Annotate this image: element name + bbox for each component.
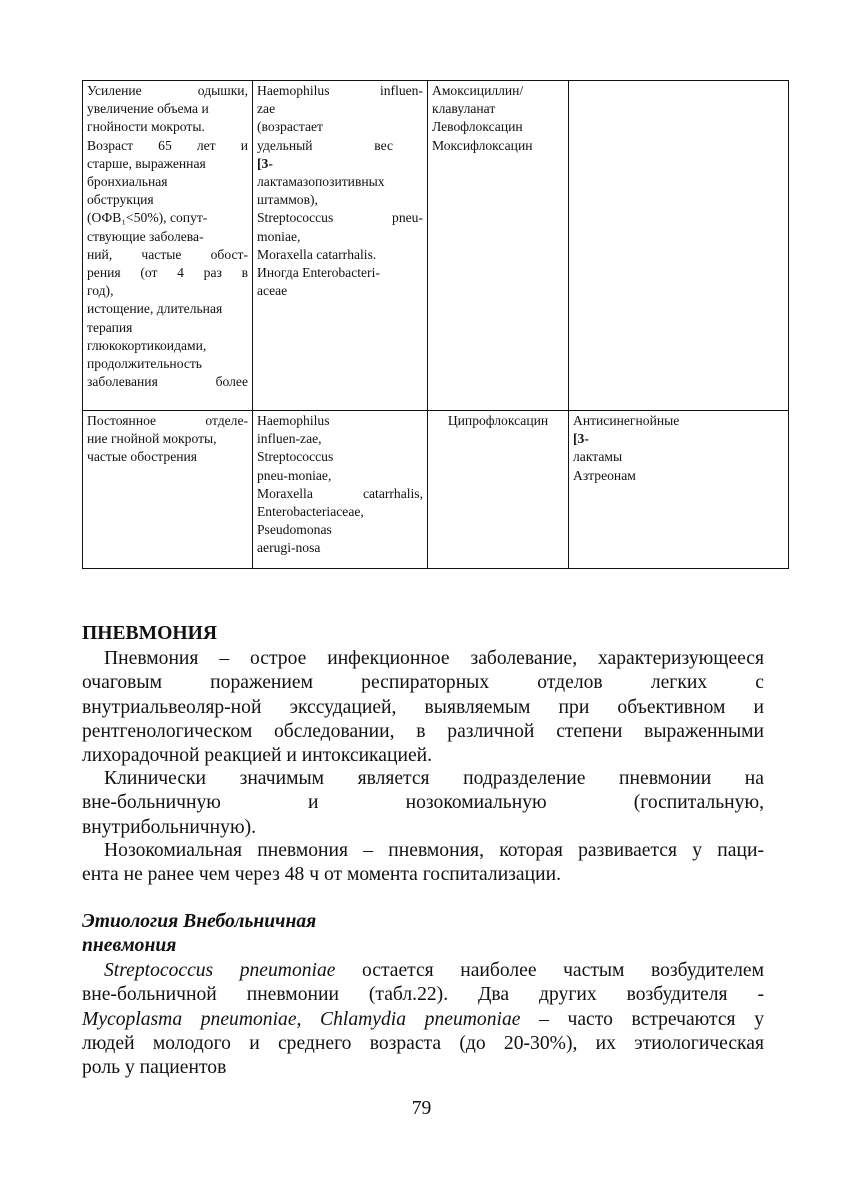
antibiotic-table: [82, 80, 789, 569]
cell-line: Левофлоксацин: [432, 119, 523, 135]
cell-line: Enterobacteriaceae,: [257, 504, 364, 520]
cell-line: бронхиальная: [87, 174, 168, 190]
text-fragment: остается наиболее частым возбудителем: [335, 960, 765, 981]
text-line: ента не ранее чем через 48 ч от момента госпитализации.: [82, 864, 561, 886]
subsection-heading: [82, 910, 316, 958]
text-line: Пневмония – острое инфекционное заболевание, характеризующееся: [104, 648, 764, 669]
cell-line: Streptococcus pneu-: [257, 210, 423, 226]
cell-line: moniae,: [257, 228, 301, 244]
text-line: роль у пациентов: [82, 1057, 227, 1079]
cell-line: истощение, длительная: [87, 301, 223, 317]
text-line: [82, 959, 764, 983]
cell-line: Постоянное отделе-: [87, 413, 248, 428]
text-line: вне-больничной пневмонии (табл.22). Два других возбудителя -: [82, 984, 764, 1006]
cell-line: Ципрофлоксацин: [447, 413, 549, 428]
table-cell-drugs: [428, 411, 569, 569]
cell-line: ние гнойной мокроты,: [87, 431, 217, 447]
cell-line: influen-zae,: [257, 431, 322, 447]
cell-line: удельный вес: [257, 137, 393, 153]
cell-line: Streptococcus: [257, 449, 334, 465]
text-line: вне-больничную и нозокомиальную (госпитальную,: [82, 792, 764, 814]
text-line: внутрибольничную).: [82, 816, 257, 838]
cell-line: (возрастает: [257, 119, 323, 135]
cell-line: частые обострения: [87, 449, 198, 465]
cell-line: глюкокортикоидами,: [87, 337, 207, 353]
cell-line: год),: [87, 283, 114, 299]
text-line: [82, 1008, 764, 1032]
table-cell-alternative: [569, 81, 789, 411]
cell-line: [3-: [573, 431, 589, 447]
cell-line: Азтреонам: [573, 467, 636, 483]
cell-line: Haemophilus influen-: [257, 83, 423, 98]
table-cell-pathogens: [253, 411, 428, 569]
cell-line: aerugi-nosa: [257, 540, 321, 556]
cell-line: Moraxella catarrhalis.: [257, 246, 377, 262]
cell-line: продолжительность: [87, 356, 203, 372]
cell-line: pneu-moniae,: [257, 467, 332, 483]
table-cell-indications: [83, 411, 253, 569]
cell-line: Pseudomonas: [257, 522, 332, 538]
cell-line: Амоксициллин/: [432, 83, 524, 98]
page-number: 79: [411, 1098, 432, 1119]
subheading-line: пневмония: [82, 935, 177, 956]
cell-line: гнойности мокроты.: [87, 119, 205, 135]
text-fragment: – часто встречаются у: [520, 1008, 765, 1030]
species-name: Streptococcus pneumoniae: [104, 960, 336, 981]
cell-line: терапия: [87, 319, 133, 335]
text-line: очаговым поражением респираторных отделов легких с: [82, 672, 764, 694]
cell-line: обструкция: [87, 192, 154, 208]
cell-line: лактамазопозитивных: [257, 174, 385, 190]
cell-line: Иногда Enterobacteri-: [257, 265, 380, 281]
cell-line: Моксифлоксацин: [432, 137, 533, 153]
section-heading: ПНЕВМОНИЯ: [82, 623, 217, 644]
cell-line: ний, частые обост-: [87, 246, 248, 262]
table-row: [83, 411, 789, 569]
text-line: лихорадочной реакцией и интоксикацией.: [82, 745, 433, 767]
cell-line: Возраст 65 лет и: [87, 137, 248, 153]
text-line: внутриальвеоляр-ной экссудацией, выявляемым при объективном и: [82, 696, 764, 718]
paragraph-etiology: [82, 959, 764, 1080]
cell-line: Moraxella catarrhalis,: [257, 485, 423, 501]
cell-line: штаммов),: [257, 192, 318, 208]
text-line: рентгенологическом обследовании, в различной степени выраженными: [82, 720, 764, 742]
table-cell-pathogens: [253, 81, 428, 411]
species-name: Mycoplasma pneumoniae, Chlamydia pneumoniae: [82, 1008, 521, 1030]
cell-line: Антисинегнойные: [573, 413, 680, 428]
cell-line: ствующие заболева-: [87, 228, 204, 244]
text-line: Клинически значимым является подразделение пневмонии на: [104, 768, 764, 789]
cell-line: увеличение объема и: [87, 101, 209, 117]
cell-line: zae: [257, 101, 276, 117]
cell-line: (ОФВ₁<50%), сопут-: [87, 210, 208, 226]
cell-line: лактамы: [573, 449, 623, 465]
cell-line: заболевания более: [87, 374, 248, 390]
cell-line: клавуланат: [432, 101, 496, 117]
table-row: [83, 81, 789, 411]
cell-line: старше, выраженная: [87, 155, 206, 171]
subheading-line: Этиология Внебольничная: [82, 911, 317, 932]
cell-line: Усиление одышки,: [87, 83, 248, 98]
cell-line: [3-: [257, 155, 273, 171]
cell-line: Haemophilus: [257, 413, 330, 428]
text-line: людей молодого и среднего возраста (до 20-30%), их этиологическая: [82, 1032, 764, 1054]
table-cell-alternative: [569, 411, 789, 569]
cell-line: aceae: [257, 283, 288, 299]
table-cell-drugs: [428, 81, 569, 411]
table-cell-indications: [83, 81, 253, 411]
cell-line: рения (от 4 раз в: [87, 265, 248, 281]
paragraph-nosocomial: [82, 839, 764, 888]
paragraph-classification: [82, 767, 764, 840]
text-line: Нозокомиальная пневмония – пневмония, которая развивается у паци-: [104, 840, 764, 861]
paragraph-definition: [82, 647, 764, 768]
